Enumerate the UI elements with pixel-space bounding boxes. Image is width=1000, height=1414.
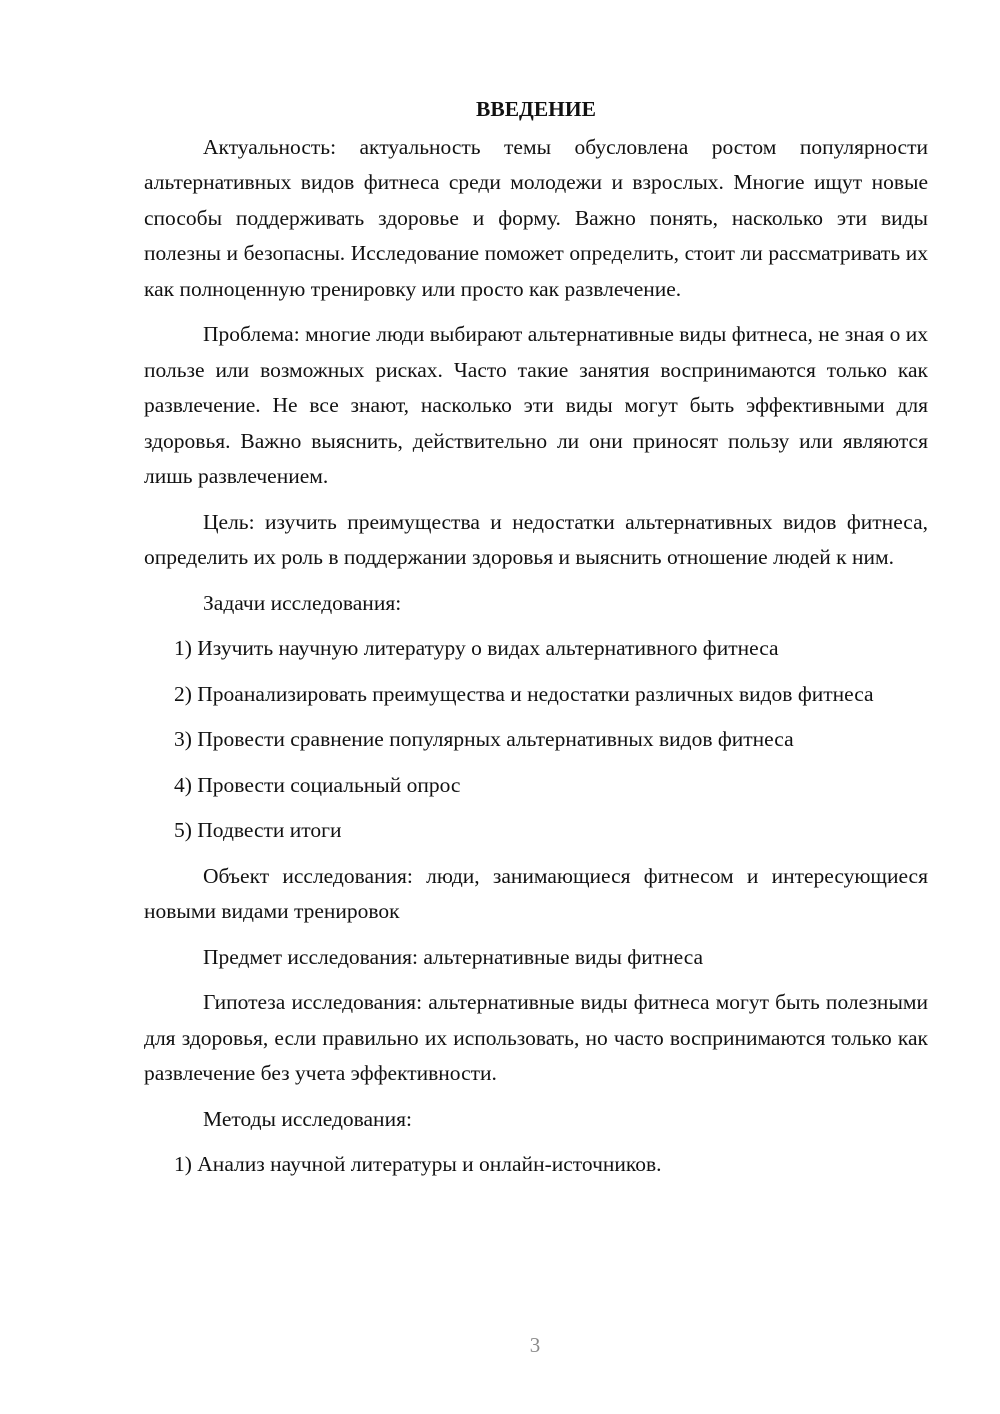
task-item: 3) Провести сравнение популярных альтернативных видов фитнеса: [174, 727, 794, 751]
task-item: 4) Провести социальный опрос: [174, 772, 461, 797]
tasks-heading: Задачи исследования:: [203, 590, 402, 615]
page-body: [144, 92, 928, 1193]
hypothesis-paragraph: Гипотеза исследования: альтернативные виды фитнеса могут быть полезными для здоровья, если правильно их использовать, но часто воспринимаются только как развлечение без учета эффективности.: [144, 990, 928, 1085]
methods-heading: Методы исследования:: [203, 1106, 412, 1131]
relevance-paragraph: Актуальность: актуальность темы обусловлена ростом популярности альтернативных видов фитнеса среди молодежи и взрослых. Многие ищут новые способы поддерживать здоровье и форму. Важно понять, насколько эти виды полезны и безопасны. Исследование поможет определить, стоит ли рассматривать их как полноценную тренировку или просто как развлечение.: [144, 134, 928, 301]
goal-paragraph: Цель: изучить преимущества и недостатки альтернативных видов фитнеса, определить их роль в поддержании здоровья и выяснить отношение людей к ним.: [144, 509, 928, 569]
subject-paragraph: Предмет исследования: альтернативные виды фитнеса: [203, 944, 704, 969]
task-item: 5) Подвести итоги: [174, 818, 342, 842]
page-title: ВВЕДЕНИЕ: [476, 97, 596, 121]
method-item: 1) Анализ научной литературы и онлайн-источников.: [174, 1152, 662, 1176]
task-item: 2) Проанализировать преимущества и недостатки различных видов фитнеса: [174, 681, 874, 706]
problem-paragraph: Проблема: многие люди выбирают альтернативные виды фитнеса, не зная о их пользе или возможных рисках. Часто такие занятия воспринимаются только как развлечение. Не все знают, насколько эти виды могут быть эффективными для здоровья. Важно выяснить, действительно ли они приносят пользу или являются лишь развлечением.: [144, 322, 928, 488]
task-item: 1) Изучить научную литературу о видах альтернативного фитнеса: [174, 636, 779, 660]
page-number: 3: [529, 1333, 541, 1357]
object-paragraph: Объект исследования: люди, занимающиеся фитнесом и интересующиеся новыми видами тренировок: [144, 863, 928, 923]
